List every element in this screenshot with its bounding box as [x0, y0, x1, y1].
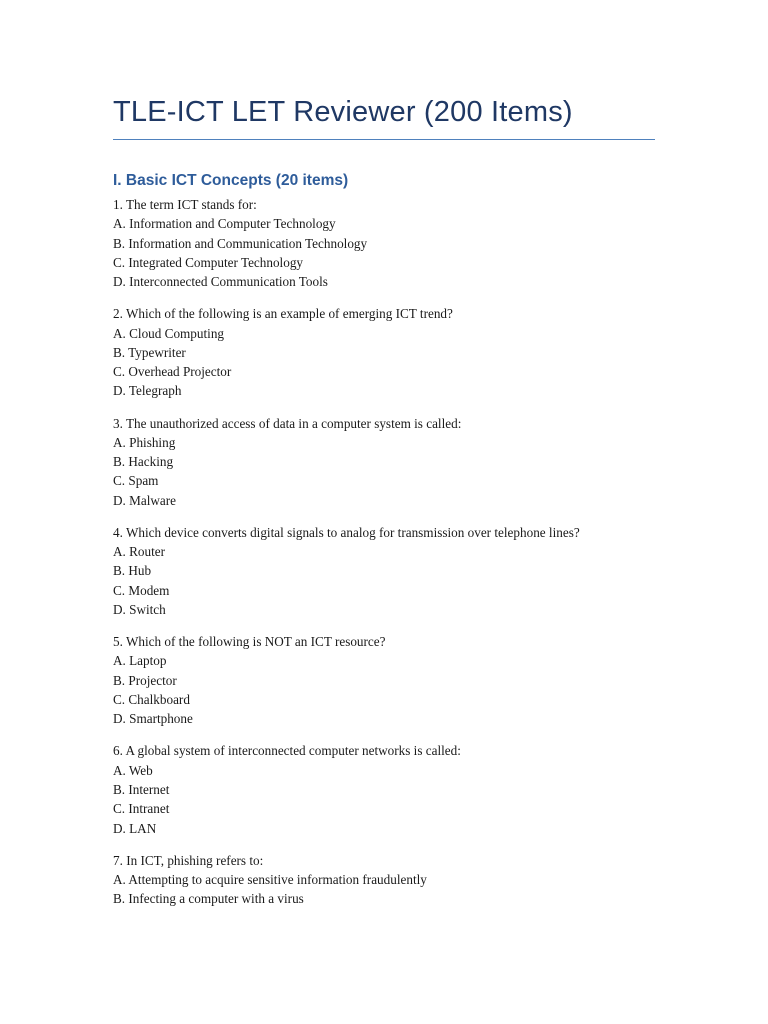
answer-option: D. Smartphone [113, 711, 193, 727]
answer-option: B. Information and Communication Technology [113, 235, 368, 251]
answer-option: A. Attempting to acquire sensitive information fraudulently [113, 871, 427, 887]
question-stem: 4. Which device converts digital signals to analog for transmission over telephone lines? [113, 524, 580, 540]
title-divider [113, 139, 655, 140]
answer-option: B. Hub [113, 563, 152, 579]
answer-option: B. Projector [113, 672, 177, 688]
answer-option: A. Router [113, 544, 166, 560]
section-heading: I. Basic ICT Concepts (20 items) [113, 172, 349, 189]
question-stem: 1. The term ICT stands for: [113, 197, 257, 212]
answer-option: A. Laptop [113, 653, 167, 669]
answer-option: D. LAN [113, 820, 157, 836]
question-stem: 3. The unauthorized access of data in a computer system is called: [113, 415, 462, 431]
answer-option: A. Information and Computer Technology [113, 216, 336, 232]
question-item [113, 632, 580, 728]
answer-option: C. Overhead Projector [113, 364, 232, 380]
answer-option: A. Web [113, 762, 153, 778]
question-stem: 5. Which of the following is NOT an ICT resource? [113, 634, 386, 650]
answer-option: D. Telegraph [113, 383, 182, 399]
question-item [113, 414, 580, 510]
question-stem: 2. Which of the following is an example of emerging ICT trend? [113, 306, 453, 322]
answer-option: B. Hacking [113, 454, 174, 470]
question-stem: 6. A global system of interconnected computer networks is called: [113, 743, 461, 759]
answer-option: C. Intranet [113, 801, 170, 817]
question-item [113, 741, 580, 837]
question-item [113, 195, 580, 291]
question-item [113, 523, 580, 619]
answer-option: C. Spam [113, 473, 159, 489]
answer-option: D. Switch [113, 602, 166, 618]
answer-option: A. Phishing [113, 434, 176, 450]
answer-option: B. Internet [113, 782, 170, 797]
answer-option: C. Modem [113, 582, 170, 598]
question-stem: 7. In ICT, phishing refers to: [113, 852, 264, 868]
answer-option: C. Integrated Computer Technology [113, 254, 304, 270]
answer-option: B. Typewriter [113, 344, 186, 360]
answer-option: C. Chalkboard [113, 692, 190, 708]
answer-option: D. Interconnected Communication Tools [113, 274, 328, 290]
question-item [113, 851, 580, 909]
question-list [113, 195, 580, 921]
document-title: TLE-ICT LET Reviewer (200 Items) [113, 96, 573, 128]
question-item [113, 304, 580, 400]
answer-option: B. Infecting a computer with a virus [113, 891, 304, 907]
answer-option: A. Cloud Computing [113, 325, 225, 341]
answer-option: D. Malware [113, 492, 176, 508]
